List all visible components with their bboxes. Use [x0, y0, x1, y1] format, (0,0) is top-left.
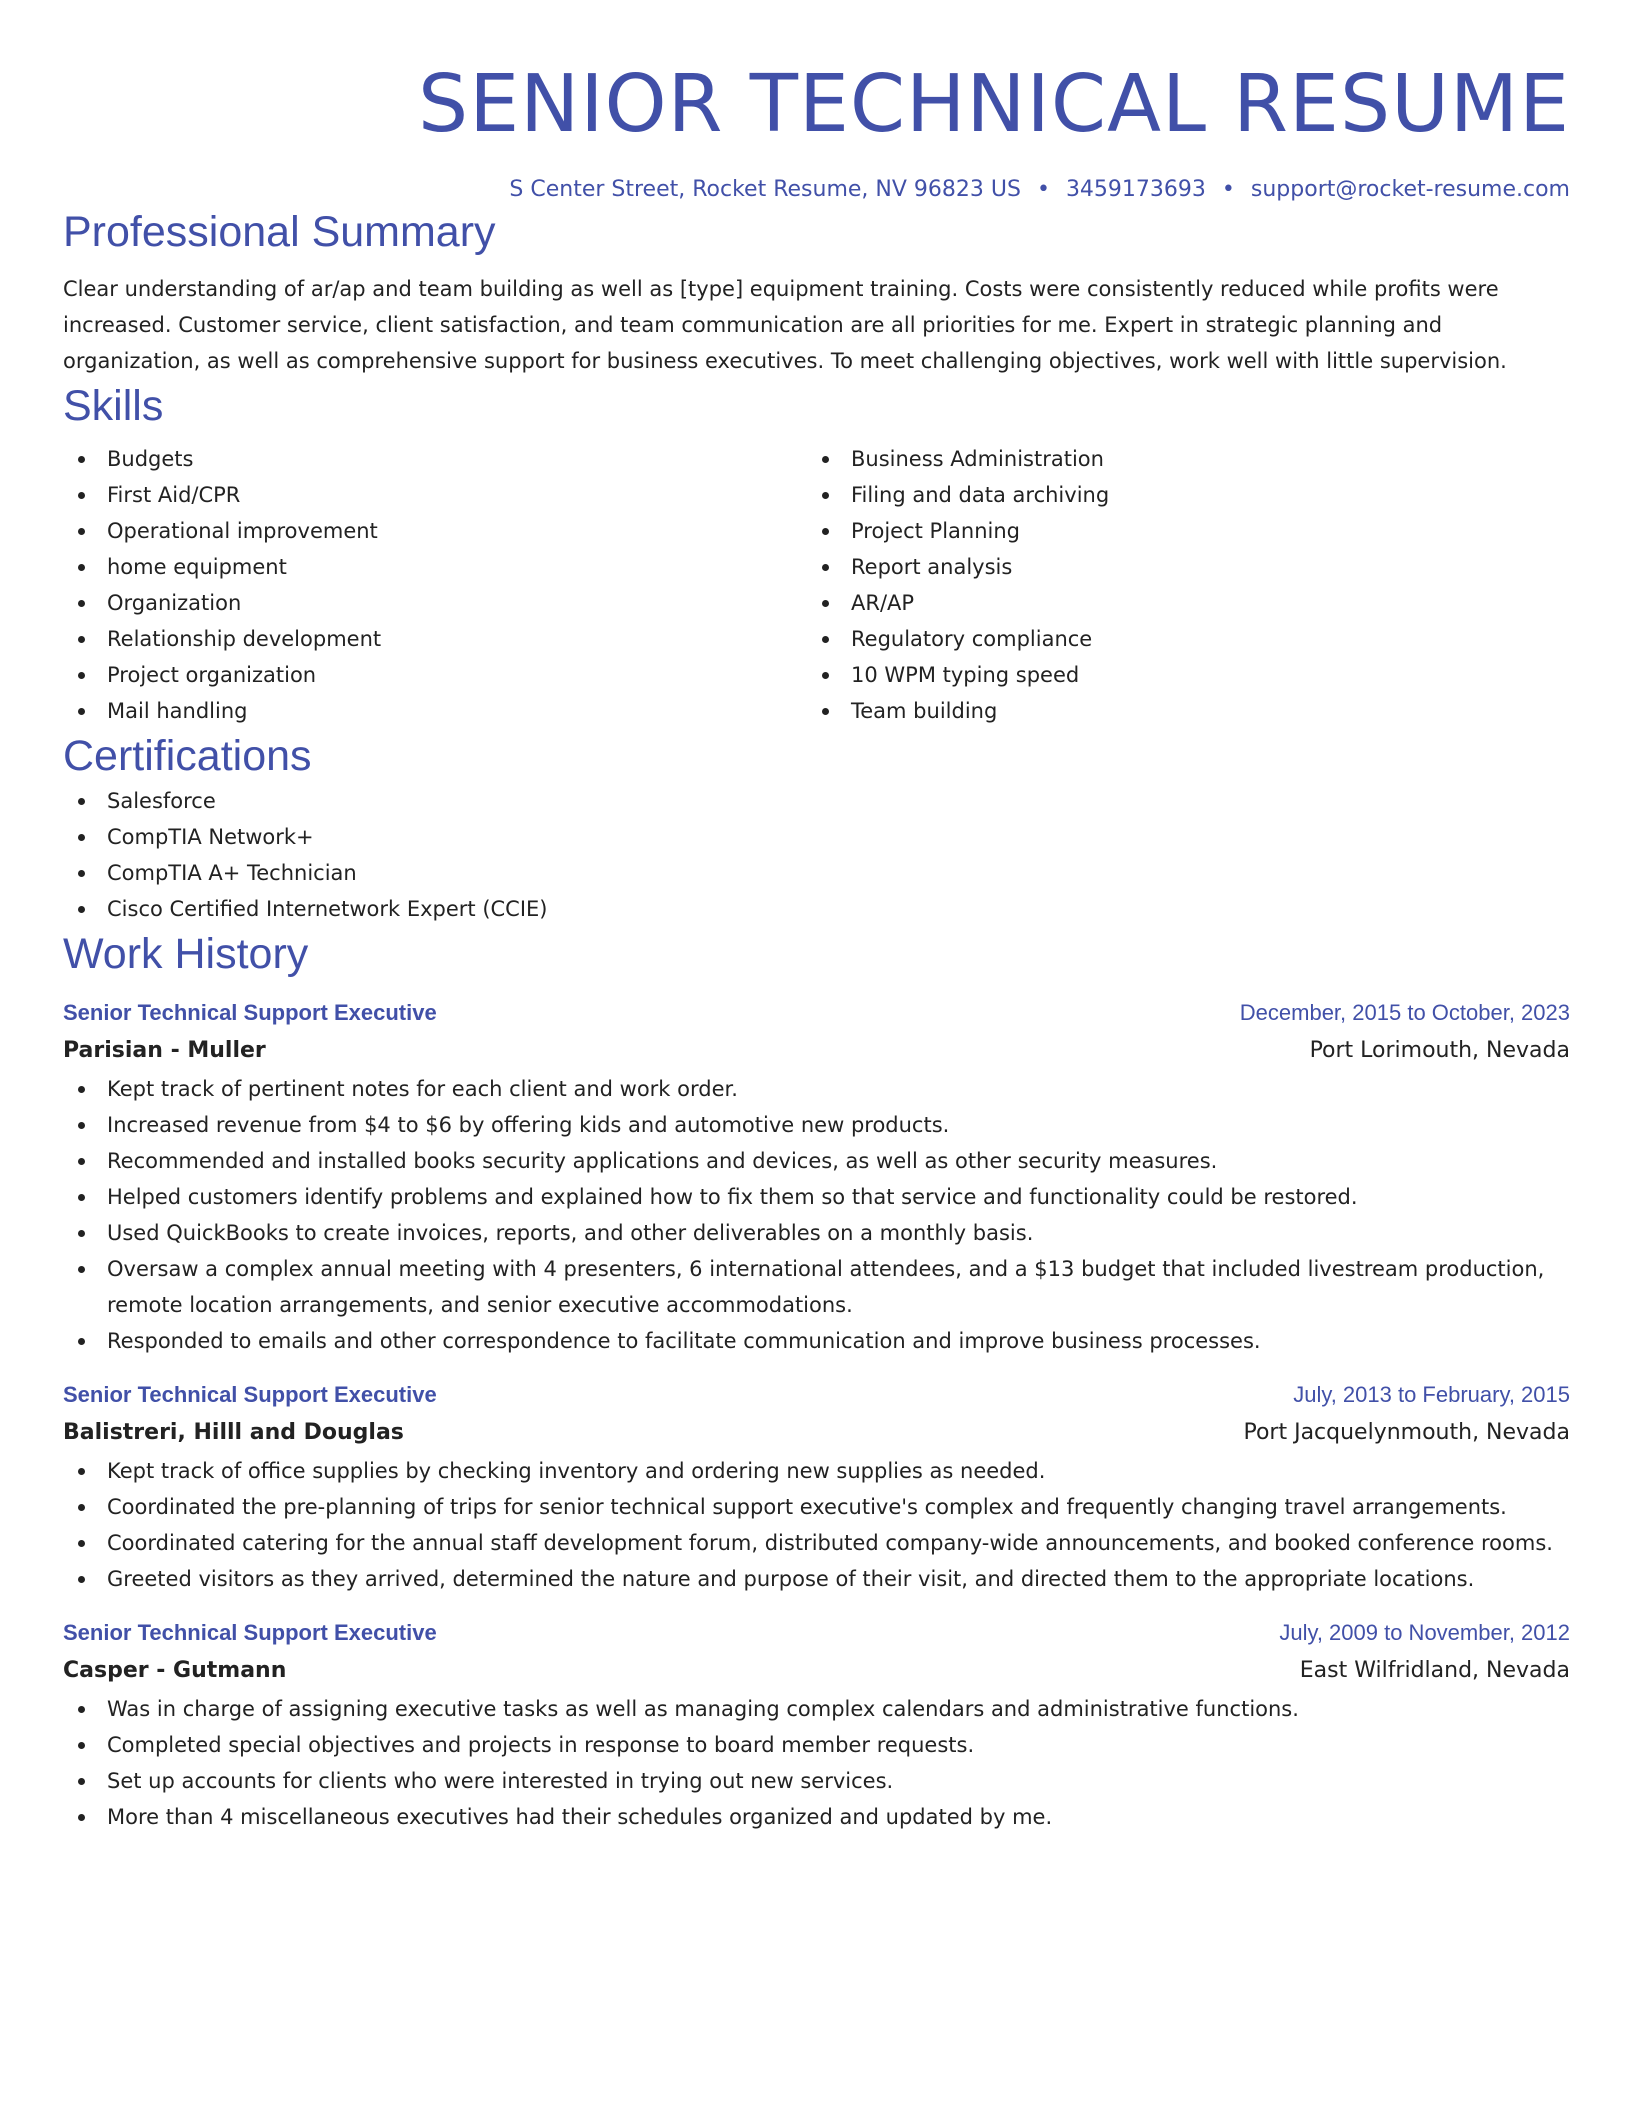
certification-item: Salesforce [63, 783, 1570, 819]
contact-line [63, 175, 1570, 205]
job-duty-item: Was in charge of assigning executive tasks as well as managing complex calendars and administrative functions. [63, 1691, 1570, 1727]
skill-item: home equipment [63, 549, 807, 585]
job-company-row [63, 1651, 1570, 1691]
contact-phone: 3459173693 [1065, 177, 1206, 202]
job-location: Port Lorimouth, Nevada [1309, 1038, 1570, 1063]
job-duty-item: Increased revenue from $4 to $6 by offering kids and automotive new products. [63, 1107, 1570, 1143]
skill-item: Project Planning [807, 513, 1507, 549]
job-duty-item: Coordinated catering for the annual staff development forum, distributed company-wide announcements, and booked conference rooms. [63, 1525, 1570, 1561]
job-duty-item: More than 4 miscellaneous executives had their schedules organized and updated by me. [63, 1799, 1570, 1835]
skill-item: AR/AP [807, 585, 1507, 621]
job-header-row [63, 1377, 1570, 1413]
skill-item: First Aid/CPR [63, 477, 807, 513]
job-duty-item: Kept track of pertinent notes for each client and work order. [63, 1071, 1570, 1107]
job-company: Casper - Gutmann [63, 1658, 287, 1683]
job-title: Senior Technical Support Executive [63, 1382, 437, 1407]
job-company-row [63, 1031, 1570, 1071]
summary-heading: Professional Summary [63, 208, 496, 256]
job-duties [63, 1691, 1570, 1835]
contact-email[interactable]: support@rocket-resume.com [1250, 177, 1570, 202]
skill-item: Business Administration [807, 441, 1507, 477]
job-duty-item: Greeted visitors as they arrived, determined the nature and purpose of their visit, and directed them to the appropriate locations. [63, 1561, 1570, 1597]
job-dates: July, 2013 to February, 2015 [1293, 1382, 1570, 1407]
job-dates: July, 2009 to November, 2012 [1279, 1620, 1570, 1645]
skill-item: Mail handling [63, 693, 807, 729]
job-entry [63, 1377, 1570, 1597]
job-location: Port Jacquelynmouth, Nevada [1243, 1420, 1570, 1445]
skills-heading: Skills [63, 382, 164, 430]
job-header-row [63, 995, 1570, 1031]
resume-header [63, 0, 1570, 205]
job-entry [63, 995, 1570, 1359]
job-duties [63, 1453, 1570, 1597]
work-history-heading: Work History [63, 930, 309, 978]
job-duty-item: Kept track of office supplies by checking inventory and ordering new supplies as needed. [63, 1453, 1570, 1489]
skill-item: Budgets [63, 441, 807, 477]
resume-page [63, 0, 1570, 1835]
skills-column-right [807, 441, 1507, 729]
job-company: Balistreri, Hilll and Douglas [63, 1420, 404, 1445]
work-history-list [63, 995, 1570, 1835]
contact-separator: • [1221, 177, 1235, 202]
certifications-heading: Certifications [63, 732, 312, 780]
job-title: Senior Technical Support Executive [63, 1620, 437, 1645]
skills-column-left [63, 441, 807, 729]
certification-item: Cisco Certified Internetwork Expert (CCIE) [63, 891, 1570, 927]
job-title: Senior Technical Support Executive [63, 1000, 437, 1025]
job-duty-item: Completed special objectives and projects in response to board member requests. [63, 1727, 1570, 1763]
job-dates: December, 2015 to October, 2023 [1239, 1000, 1570, 1025]
contact-separator: • [1036, 177, 1050, 202]
skill-item: Project organization [63, 657, 807, 693]
skill-item: Relationship development [63, 621, 807, 657]
skill-item: Organization [63, 585, 807, 621]
certifications-list [63, 783, 1570, 927]
skill-item: Operational improvement [63, 513, 807, 549]
summary-text: Clear understanding of ar/ap and team building as well as [type] equipment training. Costs were consistently reduced while profits were increased. Customer service, client satisfaction, and team communication are all priorities for me. Expert in strategic planning and organization, as well as comprehensive support for business executives. To meet challenging objectives, work well with little supervision. [63, 277, 1507, 373]
job-company-row [63, 1413, 1570, 1453]
skills-list [63, 441, 1570, 729]
skill-item: Team building [807, 693, 1507, 729]
job-duty-item: Helped customers identify problems and explained how to fix them so that service and functionality could be restored. [63, 1179, 1570, 1215]
job-duty-item: Responded to emails and other correspondence to facilitate communication and improve business processes. [63, 1323, 1570, 1359]
job-duties [63, 1071, 1570, 1359]
certification-item: CompTIA A+ Technician [63, 855, 1570, 891]
certification-item: CompTIA Network+ [63, 819, 1570, 855]
job-company: Parisian - Muller [63, 1038, 266, 1063]
resume-name: SENIOR TECHNICAL RESUME [418, 58, 1570, 150]
job-header-row [63, 1615, 1570, 1651]
contact-address: S Center Street, Rocket Resume, NV 96823 US [509, 177, 1021, 202]
job-location: East Wilfridland, Nevada [1299, 1658, 1570, 1683]
skill-item: Filing and data archiving [807, 477, 1507, 513]
job-entry [63, 1615, 1570, 1835]
skill-item: Report analysis [807, 549, 1507, 585]
job-duty-item: Coordinated the pre-planning of trips for senior technical support executive's complex and frequently changing travel arrangements. [63, 1489, 1570, 1525]
skill-item: Regulatory compliance [807, 621, 1507, 657]
job-duty-item: Set up accounts for clients who were interested in trying out new services. [63, 1763, 1570, 1799]
job-duty-item: Oversaw a complex annual meeting with 4 presenters, 6 international attendees, and a $13 budget that included livestream production, remote location arrangements, and senior executive accommodations. [63, 1251, 1570, 1323]
skill-item: 10 WPM typing speed [807, 657, 1507, 693]
job-duty-item: Used QuickBooks to create invoices, reports, and other deliverables on a monthly basis. [63, 1215, 1570, 1251]
job-duty-item: Recommended and installed books security applications and devices, as well as other security measures. [63, 1143, 1570, 1179]
